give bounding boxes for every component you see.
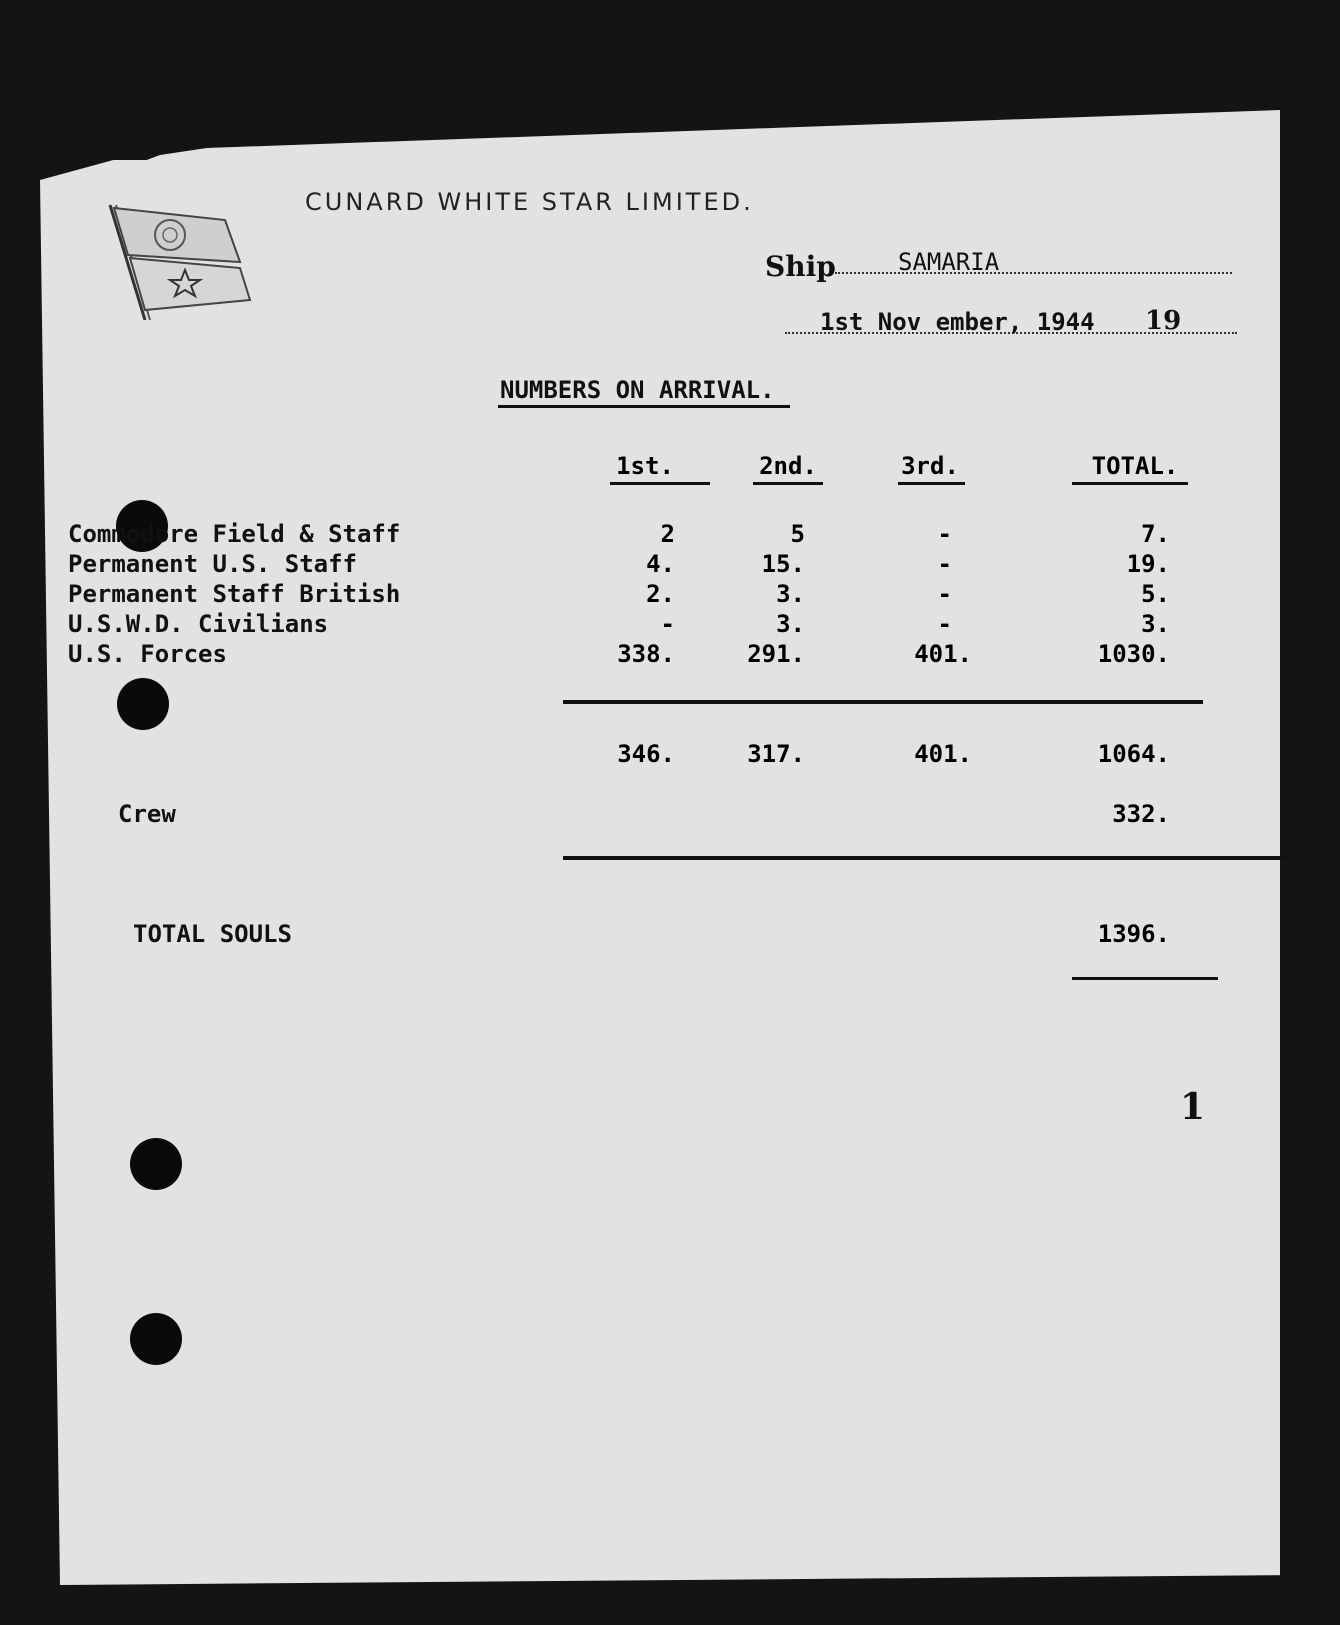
total-souls-label: TOTAL SOULS [133,920,292,948]
row-label: Permanent Staff British [68,580,401,608]
subtotal-1st: 346. [617,740,675,768]
subtotal-3rd: 401. [914,740,972,768]
row-label: U.S. Forces [68,640,227,668]
punch-hole [130,1138,182,1190]
cell-3rd: - [937,580,952,608]
crew-value: 332. [1112,800,1170,828]
col-header-2nd: 2nd. [759,452,817,480]
subtotal-rule [563,700,1203,704]
cell-1st: 4. [646,550,675,578]
cell-total: 5. [1141,580,1170,608]
date-text: 1st Nov ember, 1944 [820,308,1095,336]
col-header-underline [753,482,823,485]
document-title: NUMBERS ON ARRIVAL. [500,376,775,404]
col-header-underline [610,482,710,485]
cell-total: 7. [1141,520,1170,548]
row-label: Commodore Field & Staff [68,520,401,548]
col-header-underline [898,482,965,485]
cell-1st: - [660,610,675,638]
cell-total: 19. [1126,550,1170,578]
cell-3rd: - [937,520,952,548]
cell-2nd: 291. [747,640,805,668]
col-header-total: TOTAL. [1091,452,1179,480]
cell-2nd: 3. [776,610,805,638]
punch-hole [130,1313,182,1365]
col-header-3rd: 3rd. [901,452,959,480]
cell-3rd: - [937,550,952,578]
cell-total: 1030. [1097,640,1170,668]
ship-dotted-line [835,272,1232,274]
cell-3rd: - [937,610,952,638]
col-header-1st: 1st. [616,452,674,480]
punch-hole [117,678,169,730]
date-year-suffix: 19 [1145,306,1182,336]
crew-label: Crew [118,800,176,828]
row-label: U.S.W.D. Civilians [68,610,329,638]
total-rule [563,856,1293,860]
subtotal-2nd: 317. [747,740,805,768]
row-label: Permanent U.S. Staff [68,550,357,578]
total-souls-value: 1396. [1097,920,1170,948]
total-souls-underline [1072,977,1218,980]
flag-logo-icon [100,200,260,325]
cell-2nd: 15. [761,550,805,578]
cell-3rd: 401. [914,640,972,668]
company-name: CUNARD WHITE STAR LIMITED. [305,188,754,216]
cell-1st: 338. [617,640,675,668]
col-header-underline [1072,482,1188,485]
page-number: 1 [1180,1086,1206,1128]
ship-name: SAMARIA [898,248,1000,276]
subtotal-total: 1064. [1097,740,1170,768]
cell-2nd: 3. [776,580,805,608]
ship-label: Ship [765,250,836,283]
cell-total: 3. [1141,610,1170,638]
cell-1st: 2. [646,580,675,608]
cell-1st: 2 [660,520,675,548]
title-underline [498,405,790,408]
cell-2nd: 5 [790,520,805,548]
